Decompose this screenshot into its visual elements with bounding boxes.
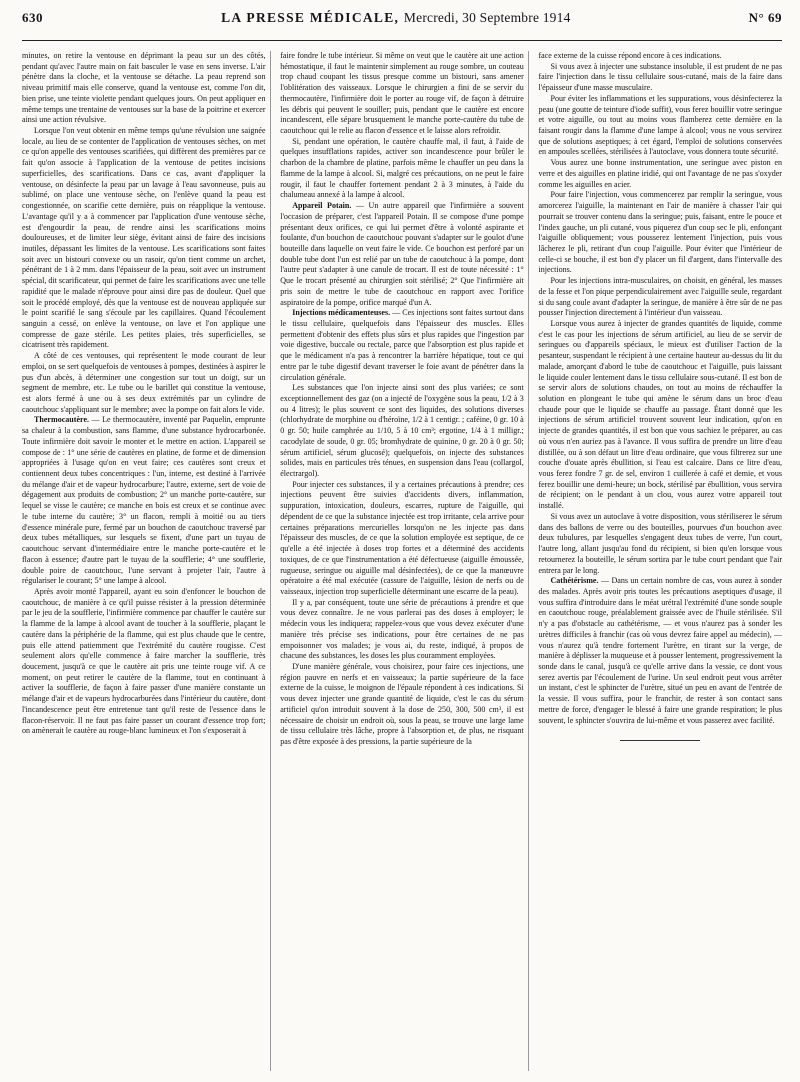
- column-2: [280, 51, 524, 1071]
- paragraph: Lorsque l'on veut obtenir en même temps qu'une révulsion une saignée locale, au lieu de se contenter de l'application de ventouses sèches, on met ce qu'on appelle des ventouses scarifiées, qui diffèrent des premières par ce fait qu'on associe à l'application de la ventouse de petites incisions superficielles, des scarifications. Dans ce cas, avant d'appliquer la ventouse, on désinfecte la peau par un lavage à l'eau savonneuse, puis au sublimé, on place une ventouse sèche, on l'enlève quand la peau est congestionnée, on scarifie cette dernière, puis on réapplique la ventouse. L'avantage qu'il y a à commencer par l'application d'une ventouse sèche, est d'engourdir la peau, de rendre ainsi les scarifications moins douloureuses, et de limiter leur siège, évitant ainsi de faire des incisions inutiles, dépassant les limites de la ventouse. Les scarifications sont faites soit avec un bistouri convexe ou un rasoir, qu'on tient comme un archet, pénétrant de 1 à 2 mm. dans l'épaisseur de la peau, soit avec un instrument spécial, dit scarificateur, qui permet de faire les scarifications avec une telle rapidité que le malade n'éprouve pour ainsi dire pas de douleur. Quel que soit le procédé employé, dès que la ventouse est de nouveau appliquée sur le point scarifié le sang s'écoule par les capillaires. Quand l'écoulement sanguin a cessé, on enlève la ventouse, on lave et l'on applique une compresse de gaze stérile. Les petites plaies, très superficielles, se cicatrisent très rapidement.: [22, 126, 266, 350]
- paragraph: minutes, on retire la ventouse en déprimant la peau sur un des côtés, pendant qu'avec l'autre main on fait basculer le vase en sens inverse. L'air pénètre dans la cloche, et la ventouse se détache. La peau reprend son niveau primitif mais elle conserve, quand la ventouse est, comme l'on dit, bien prise, une teinte violette pendant quelques jours. On peut appliquer en même temps une trentaine de ventouses sur la base de la poitrine et exercer ainsi une action révulsive.: [22, 51, 266, 125]
- column-3: [538, 51, 782, 1071]
- section-text: — Dans un certain nombre de cas, vous aurez à sonder des malades. Après avoir pris toutes les précautions aseptiques d'usage, il vous suffira d'introduire dans le méat urétral l'extrémité d'une sonde souple en caoutchouc rouge, préalablement graissée avec de l'huile stérilisée. S'il n'y a pas d'obstacle au cathétérisme, — et vous n'aurez pas à sonder les urètres difficiles à franchir (cas où vous devrez faire appel au médecin), — vous n'aurez qu'à tendre fortement l'urètre, en tirant sur la verge, de manière à déplisser la muqueuse et à pousser lentement, progressivement la sonde dans le canal, jusqu'à ce qu'elle arrive dans la vessie, ce dont vous serez avertis par l'écoulement de l'urine. Un seul endroit peut vous arrêter un instant, c'est le sphincter de l'urètre, situé un peu en avant de l'entrée de la vessie. Il vous suffira, pour le franchir, de rester à son contact sans mettre de force, d'engager le blessé à faire une grande respiration; le plus souvent, le sphincter s'ouvrira de lui-même et vous passerez avec facilité.: [538, 576, 782, 725]
- section-heading: Cathétérisme.: [550, 576, 599, 586]
- paragraph: Pour faire l'injection, vous commencerez par remplir la seringue, vous amorcerez l'aiguille, la maintenant en l'air de manière à chasser l'air qui pourrait se trouver contenu dans la seringue; puis, faisant, entre le pouce et l'index gauche, un pli cutané, vous piquerez d'un coup sec le pli, enfonçant l'aiguille obliquement; vous pousserez lentement l'injection, puis vous lâcherez le pli, retirant d'un coup l'aiguille. Pour éviter que l'intérieur de celle-ci se bouche, il est bon d'y placer un fil d'argent, dans l'intervalle des injections.: [538, 190, 782, 275]
- paragraph: Pour injecter ces substances, il y a certaines précautions à prendre; ces injections peuvent être suivies d'accidents divers, inflammation, suppuration, intoxication, douleurs, escarres, rupture de l'aiguille, qui dépendent de ce que la substance injectée est trop irritante, cela arrive pour certaines préparations mercurielles lorsqu'on ne les injecte pas dans l'épaisseur des muscles, de ce que la solution employée est septique, de ce qu'elle a été injectée à doses trop fortes et a déterminé des accidents toxiques, de ce que l'instrumentation a été défectueuse (aiguille émoussée, rugueuse, seringue ou aiguille mal désinfectées), de ce que la manœuvre opératoire a été mal exécutée (cassure de l'aiguille, lésion de nerfs ou de vaisseaux, injection trop superficielle déterminant une escarre de la peau).: [280, 479, 524, 596]
- page-number: 630: [22, 10, 43, 25]
- column-divider: [528, 51, 539, 1071]
- section-paragraph: [280, 308, 524, 383]
- section-paragraph: [538, 576, 782, 726]
- journal-title: [221, 10, 570, 26]
- paragraph: Si vous avez à injecter une substance insoluble, il est prudent de ne pas faire l'injection dans le tissu cellulaire sous-cutané, mais de la faire dans l'épaisseur d'une masse musculaire.: [538, 61, 782, 93]
- paragraph: Pour éviter les inflammations et les suppurations, vous désinfecterez la peau (une goutte de teinture d'iode suffit), vous ferez bouillir votre seringue et votre aiguille, ou tout au moins vous flamberez cette dernière en la faisant rougir dans la flamme d'une lampe à alcool; vous ne vous servirez que de solutions aseptiques; à cet égard, l'emploi de solutions conservées en ampoules scellées, stérilisées à l'autoclave, vous donnera toute sécurité.: [538, 93, 782, 157]
- paragraph: Après avoir monté l'appareil, ayant eu soin d'enfoncer le bouchon de caoutchouc, de manière à ce qu'il puisse résister à la pression déterminée par le jeu de la soufflerie, l'infirmière commence par chauffer le cautère sur la flamme de la lampe à alcool avant de toucher à la soufflerie, plaçant le cautère dans la périphérie de la flamme, qui est plus chaude que le centre, puis elle attend patiemment que l'extrémité du cautère rougisse. C'est seulement alors qu'elle commence à faire marcher la soufflerie, très doucement, jusqu'à ce que le cautère ait pris une teinte rouge vif. A ce moment, on peut retirer le cautère de la flamme, tout en continuant à activer la soufflerie, de façon à faire passer d'une manière constante un mélange d'air et de vapeurs hydrocarburées dans l'intérieur du cautère, dont l'incandescence peut être entretenue tant qu'il reste de l'essence dans le flacon-réservoir. Il ne faut pas faire passer un courant d'essence trop fort; on amènerait le cautère au rouge-blanc lumineux et l'on s'exposerait à: [22, 586, 266, 736]
- section-paragraph: [22, 415, 266, 587]
- issue-date: Mercredi, 30 Septembre 1914: [403, 10, 571, 25]
- paragraph: D'une manière générale, vous choisirez, pour faire ces injections, une région pauvre en nerfs et en vaisseaux; la partie supérieure de la face externe de la cuisse, le moignon de l'épaule répondent à ces indications. Si vous devez injecter une grande quantité de liquide, c'est le cas du sérum artificiel qu'on introduit souvent à la dose de 250, 300, 500 cm³, il est nécessaire de choisir un endroit où, sous la peau, se trouve une large lame de tissu cellulaire très lâche, propre à l'absorption et, de plus, ne risquant pas d'être exposée à des pressions, la partie supérieure de la: [280, 661, 524, 746]
- paragraph: Il y a, par conséquent, toute une série de précautions à prendre et que vous devez connaître. Je ne vous parlerai pas des doses à employer; le médecin vous les indiquera; rappelez-vous que vous devez exécuter d'une manière très précise ses indications, pour être certaines de ne pas empoisonner vos malades; je vous ai, du reste, indiqué, à propos de chacune des substances, les doses les plus couramment employées.: [280, 597, 524, 661]
- text-columns: [22, 51, 782, 1071]
- paragraph: Pour les injections intra-musculaires, on choisit, en général, les masses de la fesse et l'on pique perpendiculairement avec l'aiguille seule, regardant si du sang coule avant d'adapter la seringue, de manière à être sûr de ne pas pousser l'injection directement à l'intérieur d'un vaisseau.: [538, 276, 782, 318]
- issue-number: N° 69: [748, 10, 782, 25]
- paragraph: Lorsque vous aurez à injecter de grandes quantités de liquide, comme c'est le cas pour les injections de sérum artificiel, au lieu de se servir de seringues ou d'appareils spéciaux, le mieux est d'utiliser l'action de la pesanteur, suspendant le récipient à une certaine hauteur au-dessus du lit du malade, amorçant d'abord le tube de caoutchouc et l'aiguille, puis laissant le liquide couler lentement dans le tissu cellulaire sous-cutané. Il est bon de se servir alors de solutions chaudes, on tout au moins de réchauffer la solution en plongeant le tube qui amène le sérum dans un broc d'eau chaude pour que le liquide se chauffe au passage. Étant donné que les injections de sérum artificiel trouvent souvent leur indication, qu'on en injecte de grandes quantités, il est bon que vous sachiez le préparer, au cas où vous n'en auriez pas à l'avance. Il vous suffira de prendre un litre d'eau distillée, ou à son défaut un litre d'eau ordinaire, que vous filtrerez sur une couche d'ouate après ébullition, si l'eau est calcaire. Dans ce litre d'eau, vous ferez fondre 7 gr. de sel, environ 1 cuillerée à café et demie, et vous ferez bouillir une demi-heure; un bock, stérilisé par ébullition, vous servira de récipient; on le pendant à un clou, vous aurez votre appareil tout installé.: [538, 318, 782, 511]
- header-rule: [22, 40, 782, 41]
- section-text: — Le thermocautère, inventé par Paquelin, emprunte sa chaleur à la combustion, sans flamme, d'une substance hydrocarbonée. Toute infirmière doit savoir le monter et le mettre en action. L'appareil se compose de : 1° une série de cautères en platine, de forme et de dimension appropriées à l'usage qu'on en veut faire; ces cautères sont creux et contiennent deux tubes concentriques : l'un, interne, est destiné à l'arrivée du mélange d'air et de vapeur hydrocarbure; l'autre, externe, sert de voie de dégagement aux produits de combustion; 2° un manche porte-cautère, sur lequel se visse le cautère; ce manche en bois est creux et se continue avec le tube interne du cautère; 3° un flacon, rempli à moitié ou au tiers d'essence minérale pure, fermé par un bouchon de caoutchouc traversé par deux tubes métalliques, sur lesquels se fixent, d'une part un tuyau de caoutchouc servant d'intermédiaire entre le manche porte-cautère et le flacon à essence; d'autre part le tuyau de la soufflerie; 4° une soufflerie, double poire de caoutchouc, l'une servant à projeter l'air, l'autre à régulariser le courant; 5° une lampe à alcool.: [22, 415, 266, 586]
- section-text: — Ces injections sont faites surtout dans le tissu cellulaire, quelquefois dans l'épaisseur des muscles. Elles permettent d'obtenir des effets plus sûrs et plus rapides que l'ingestion par voie digestive, buccale ou rectale, parce que l'absorption est plus rapide et que le médicament n'a pas à rencontrer la barrière hépatique, tout ce qui entre par le tube digestif devant traverser le foie avant de pénétrer dans la circulation générale.: [280, 308, 524, 382]
- end-rule: [620, 740, 700, 741]
- column-divider: [270, 51, 281, 1071]
- paragraph: face externe de la cuisse répond encore à ces indications.: [538, 51, 722, 60]
- section-paragraph: [280, 201, 524, 308]
- paragraph: Si vous avez un autoclave à votre disposition, vous stériliserez le sérum dans des ballons de verre ou des bouteilles, pourvues d'un bouchon avec deux tubulures, par lesquelles s'engagent deux tubes de verre, l'un court, l'autre long, allant jusqu'au fond du récipient, si bien qu'en lorsque vous retournerez la bouteille, le sérum sortira par le tube court pendant que l'air entrera par le long.: [538, 511, 782, 575]
- paragraph: Vous aurez une bonne instrumentation, une seringue avec piston en verre et des aiguilles en platine iridié, qui ont l'avantage de ne pas s'oxyder comme les aiguilles en acier.: [538, 158, 782, 189]
- section-heading: Injections médicamenteuses.: [292, 308, 391, 318]
- journal-name: LA PRESSE MÉDICALE,: [221, 10, 400, 25]
- section-heading: Thermocautère.: [34, 415, 90, 425]
- column-1: [22, 51, 266, 1071]
- paragraph: Si, pendant une opération, le cautère chauffe mal, il faut, à l'aide de quelques insufflations rapides, activer son incandescence pour brûler le charbon de la chambre de platine, parfois même le chauffer un peu dans la flamme de la lampe à alcool. Si, malgré ces précautions, on ne peut le faire rougir, il faut le chauffer fortement pendant 2 à 3 minutes, à l'aide du chalumeau annexé à la lampe à alcool.: [280, 136, 524, 200]
- paragraph: A côté de ces ventouses, qui représentent le mode courant de leur emploi, on se sert quelquefois de ventouses à pompes, destinées à aspirer le pus d'un abcès, à déterminer une congestion sur tout un doigt, sur un segment de membre, etc. Le tube ou le barillet qui constitue la ventouse, est alors fermé à une ou à ses deux extrémités par un cylindre de caoutchouc s'appliquant sur le membre; avec la pompe on fait alors le vide.: [22, 351, 266, 414]
- page-header: [22, 10, 782, 34]
- paragraph: faire fondre le tube intérieur. Si même on veut que le cautère ait une action hémostatique, il faut le maintenir simplement au rouge sombre, un couteau trop chaud coupant les tissus presque comme un bistouri, sans amener l'oblitération des vaisseaux. Lorsque le chirurgien a fini de se servir du thermocautère, l'infirmière doit le porter au rouge vif, de façon à détruire les débris qui peuvent le souiller; puis, pendant que le cautère est encore incandescent, elle sépare brusquement le manche porte-cautère du tube de caoutchouc qui le relie au flacon d'essence et le laisse alors refroidir.: [280, 51, 524, 136]
- paragraph: Les substances que l'on injecte ainsi sont des plus variées; ce sont exceptionnellement des gaz (on a injecté de l'oxygène sous la peau, 1/2 à 3 ou 4 litres); le plus souvent ce sont des liquides, des solutions diverses (chlorhydrate de morphine ou d'héroïne, 1/2 à 1 centigr. ; caféine, 0 gr. 10 à 0 gr. 50; huile camphrée au 1/10, 5 à 10 cm³; ergotine, 1/4 à 1 milligr.; cacodylate de soude, 0 gr. 05; bromhydrate de quinine, 0 gr. 20 à 0 gr. 50; sérum artificiel, sérum glucosé); quelquefois, on injecte des substances solides, mais en particules très ténues, en suspension dans l'eau (collargol, électrargol).: [280, 383, 524, 479]
- section-text: — Un autre appareil que l'infirmière a souvent l'occasion de préparer, c'est l'appareil Potain. Il se compose d'une pompe présentant deux orifices, ce qui lui permet d'être à volonté aspirante et foulante, d'un bouchon de caoutchouc pouvant s'adapter sur le goulot d'une bouteille dans laquelle on veut faire le vide. Ce bouchon est perforé par un double tube dont l'un est relié par un tube de caoutchouc à la pompe, dont l'autre peut s'adapter à une canule de trocart. Il est de toute nécessité : 1° Que le trocart présenté au chirurgien soit stérilisé; 2° Que l'infirmière ait pris soin de mettre le tube de caoutchouc en rapport avec l'orifice aspiratoire de la pompe, orifice marqué d'un A.: [280, 201, 524, 307]
- section-heading: Appareil Potain.: [292, 201, 352, 211]
